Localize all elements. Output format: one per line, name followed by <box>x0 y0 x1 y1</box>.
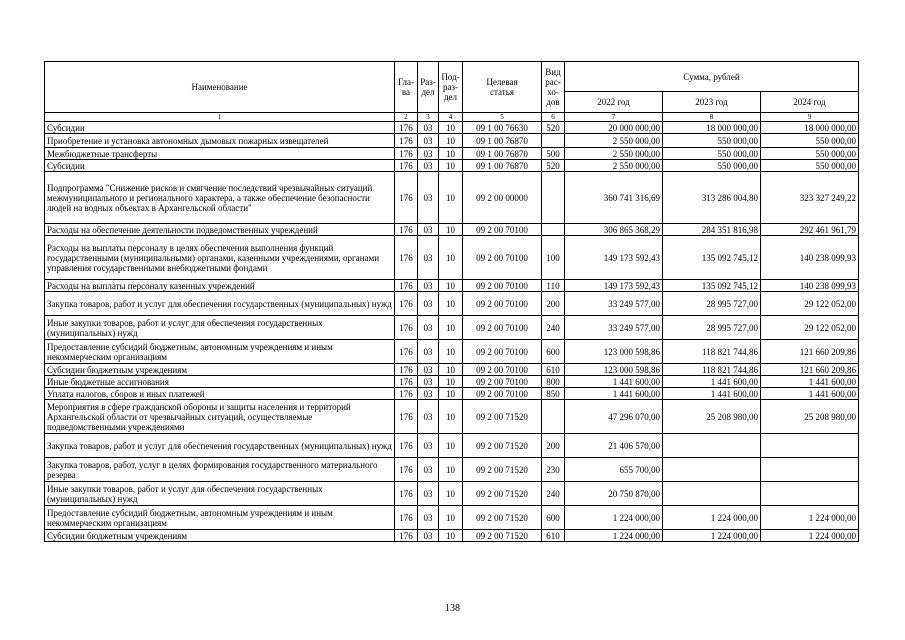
row-section: 03 <box>418 458 439 482</box>
row-sum-2023: 18 000 000,00 <box>663 122 761 134</box>
row-expense-type <box>542 400 565 434</box>
budget-table <box>44 61 859 542</box>
row-sum-2022: 2 550 000,00 <box>565 148 663 160</box>
row-target: 09 2 00 70100 <box>463 280 542 292</box>
row-sum-2022: 20 750 870,00 <box>565 482 663 506</box>
row-chapter: 176 <box>395 172 418 224</box>
row-name: Предоставление субсидий бюджетным, автономным учреждениям и иным некоммерческим организациям <box>45 506 395 530</box>
row-name: Расходы на выплаты персоналу в целях обеспечения выполнения функций государственными (муниципальными) органами, казенными учреждениями, органами управления государственными внебюджетными фондами <box>45 236 395 280</box>
row-chapter: 176 <box>395 316 418 340</box>
table-row <box>45 434 859 458</box>
row-expense-type: 200 <box>542 434 565 458</box>
row-sum-2023: 550 000,00 <box>663 160 761 172</box>
row-name: Расходы на выплаты персоналу казенных учреждений <box>45 280 395 292</box>
column-number: 8 <box>663 113 761 122</box>
row-section: 03 <box>418 134 439 148</box>
row-chapter: 176 <box>395 376 418 388</box>
table-row <box>45 148 859 160</box>
row-sum-2024 <box>761 458 859 482</box>
row-section: 03 <box>418 122 439 134</box>
column-number: 3 <box>418 113 439 122</box>
column-number: 2 <box>395 113 418 122</box>
row-expense-type: 240 <box>542 316 565 340</box>
row-target: 09 2 00 00000 <box>463 172 542 224</box>
row-target: 09 2 00 70100 <box>463 364 542 376</box>
row-sum-2023: 284 351 816,98 <box>663 224 761 236</box>
row-sum-2022: 2 550 000,00 <box>565 160 663 172</box>
page-number: 138 <box>445 603 460 614</box>
row-sum-2024: 1 441 600,00 <box>761 388 859 400</box>
header-section: Раз- дел <box>418 62 439 113</box>
row-section: 03 <box>418 160 439 172</box>
row-subsection: 10 <box>439 236 463 280</box>
row-sum-2023: 28 995 727,00 <box>663 316 761 340</box>
row-chapter: 176 <box>395 388 418 400</box>
row-sum-2024: 140 238 099,93 <box>761 280 859 292</box>
row-expense-type <box>542 224 565 236</box>
row-sum-2022: 47 296 070,00 <box>565 400 663 434</box>
row-sum-2024: 121 660 209,86 <box>761 340 859 364</box>
table-row <box>45 236 859 280</box>
row-chapter: 176 <box>395 364 418 376</box>
row-section: 03 <box>418 224 439 236</box>
row-subsection: 10 <box>439 388 463 400</box>
row-expense-type: 600 <box>542 506 565 530</box>
row-subsection: 10 <box>439 148 463 160</box>
row-name: Субсидии бюджетным учреждениям <box>45 364 395 376</box>
row-expense-type: 520 <box>542 160 565 172</box>
table-row <box>45 458 859 482</box>
row-expense-type: 610 <box>542 530 565 542</box>
row-expense-type: 800 <box>542 376 565 388</box>
row-sum-2023: 1 441 600,00 <box>663 388 761 400</box>
row-subsection: 10 <box>439 340 463 364</box>
row-sum-2023: 1 224 000,00 <box>663 506 761 530</box>
header-year-2024: 2024 год <box>761 92 859 113</box>
row-expense-type: 520 <box>542 122 565 134</box>
row-sum-2024: 18 000 000,00 <box>761 122 859 134</box>
row-name: Мероприятия в сфере гражданской обороны и защиты населения и территорий Архангельской области от чрезвычайных ситуаций, осуществляемые подведомственными учреждениями <box>45 400 395 434</box>
row-name: Предоставление субсидий бюджетным, автономным учреждениям и иным некоммерческим организациям <box>45 340 395 364</box>
row-sum-2023: 1 224 000,00 <box>663 530 761 542</box>
table-row <box>45 122 859 134</box>
header-subsection: Под- раз- дел <box>439 62 463 113</box>
row-target: 09 2 00 71520 <box>463 506 542 530</box>
row-chapter: 176 <box>395 236 418 280</box>
header-name: Наименование <box>45 62 395 113</box>
table-row <box>45 316 859 340</box>
row-sum-2022: 123 000 598,86 <box>565 364 663 376</box>
row-name: Закупка товаров, работ, услуг в целях формирования государственного материального резерва <box>45 458 395 482</box>
row-section: 03 <box>418 376 439 388</box>
header-target: Целевая статья <box>463 62 542 113</box>
row-sum-2022: 306 865 368,29 <box>565 224 663 236</box>
row-name: Расходы на обеспечение деятельности подведомственных учреждений <box>45 224 395 236</box>
row-section: 03 <box>418 364 439 376</box>
column-number: 5 <box>463 113 542 122</box>
row-section: 03 <box>418 148 439 160</box>
row-sum-2024: 550 000,00 <box>761 134 859 148</box>
row-sum-2023: 135 092 745,12 <box>663 280 761 292</box>
table-header <box>45 62 859 122</box>
row-chapter: 176 <box>395 506 418 530</box>
row-sum-2023: 25 208 980,00 <box>663 400 761 434</box>
row-expense-type <box>542 172 565 224</box>
row-name: Уплата налогов, сборов и иных платежей <box>45 388 395 400</box>
row-target: 09 1 00 76870 <box>463 148 542 160</box>
row-sum-2023: 550 000,00 <box>663 148 761 160</box>
row-expense-type: 500 <box>542 148 565 160</box>
row-subsection: 10 <box>439 376 463 388</box>
row-target: 09 2 00 71520 <box>463 458 542 482</box>
table-row <box>45 340 859 364</box>
table-row <box>45 482 859 506</box>
row-chapter: 176 <box>395 160 418 172</box>
row-sum-2023: 1 441 600,00 <box>663 376 761 388</box>
row-sum-2024: 1 441 600,00 <box>761 376 859 388</box>
row-chapter: 176 <box>395 530 418 542</box>
row-subsection: 10 <box>439 482 463 506</box>
row-section: 03 <box>418 434 439 458</box>
row-section: 03 <box>418 530 439 542</box>
row-sum-2024: 323 327 249,22 <box>761 172 859 224</box>
header-year-2023: 2023 год <box>663 92 761 113</box>
column-number: 4 <box>439 113 463 122</box>
table-body <box>45 122 859 542</box>
row-sum-2024: 140 238 099,93 <box>761 236 859 280</box>
row-target: 09 2 00 70100 <box>463 292 542 316</box>
row-section: 03 <box>418 506 439 530</box>
row-section: 03 <box>418 236 439 280</box>
row-subsection: 10 <box>439 292 463 316</box>
row-sum-2022: 1 441 600,00 <box>565 376 663 388</box>
row-target: 09 2 00 70100 <box>463 316 542 340</box>
row-subsection: 10 <box>439 224 463 236</box>
row-chapter: 176 <box>395 280 418 292</box>
row-target: 09 2 00 70100 <box>463 224 542 236</box>
row-chapter: 176 <box>395 434 418 458</box>
row-name: Закупка товаров, работ и услуг для обеспечения государственных (муниципальных) нужд <box>45 434 395 458</box>
row-sum-2022: 149 173 592,43 <box>565 280 663 292</box>
row-subsection: 10 <box>439 434 463 458</box>
header-year-2022: 2022 год <box>565 92 663 113</box>
row-expense-type: 110 <box>542 280 565 292</box>
row-sum-2022: 2 550 000,00 <box>565 134 663 148</box>
row-subsection: 10 <box>439 400 463 434</box>
row-target: 09 2 00 70100 <box>463 236 542 280</box>
table-row <box>45 376 859 388</box>
row-sum-2024: 121 660 209,86 <box>761 364 859 376</box>
row-chapter: 176 <box>395 224 418 236</box>
row-name: Субсидии <box>45 122 395 134</box>
table-row <box>45 134 859 148</box>
row-chapter: 176 <box>395 292 418 316</box>
row-sum-2022: 33 249 577,00 <box>565 292 663 316</box>
column-number: 1 <box>45 113 395 122</box>
row-subsection: 10 <box>439 280 463 292</box>
row-section: 03 <box>418 316 439 340</box>
row-sum-2024: 25 208 980,00 <box>761 400 859 434</box>
column-number: 7 <box>565 113 663 122</box>
row-chapter: 176 <box>395 482 418 506</box>
row-expense-type: 600 <box>542 340 565 364</box>
row-chapter: 176 <box>395 458 418 482</box>
row-subsection: 10 <box>439 122 463 134</box>
row-subsection: 10 <box>439 364 463 376</box>
row-subsection: 10 <box>439 530 463 542</box>
row-chapter: 176 <box>395 122 418 134</box>
column-number: 6 <box>542 113 565 122</box>
row-sum-2023: 135 092 745,12 <box>663 236 761 280</box>
row-subsection: 10 <box>439 134 463 148</box>
row-sum-2023 <box>663 434 761 458</box>
table-row <box>45 506 859 530</box>
row-sum-2023 <box>663 482 761 506</box>
row-target: 09 2 00 70100 <box>463 376 542 388</box>
row-sum-2024 <box>761 482 859 506</box>
row-target: 09 2 00 71520 <box>463 400 542 434</box>
row-name: Иные закупки товаров, работ и услуг для обеспечения государственных (муниципальных) нужд <box>45 482 395 506</box>
row-section: 03 <box>418 400 439 434</box>
row-name: Подпрограмма "Снижение рисков и смягчение последствий чрезвычайных ситуаций межмуниципального и регионального характера, а также обеспечение безопасности людей на водных объектах в Архангельской области" <box>45 172 395 224</box>
row-sum-2022: 655 700,00 <box>565 458 663 482</box>
row-section: 03 <box>418 280 439 292</box>
row-sum-2023: 28 995 727,00 <box>663 292 761 316</box>
row-expense-type: 240 <box>542 482 565 506</box>
row-expense-type: 100 <box>542 236 565 280</box>
table-row <box>45 400 859 434</box>
table-row <box>45 160 859 172</box>
row-expense-type: 850 <box>542 388 565 400</box>
row-sum-2022: 360 741 316,69 <box>565 172 663 224</box>
row-sum-2022: 20 000 000,00 <box>565 122 663 134</box>
row-sum-2022: 1 224 000,00 <box>565 506 663 530</box>
row-subsection: 10 <box>439 160 463 172</box>
row-subsection: 10 <box>439 172 463 224</box>
row-target: 09 2 00 71520 <box>463 434 542 458</box>
row-chapter: 176 <box>395 340 418 364</box>
row-target: 09 1 00 76870 <box>463 160 542 172</box>
table-row <box>45 292 859 316</box>
row-target: 09 1 00 76870 <box>463 134 542 148</box>
row-sum-2024: 1 224 000,00 <box>761 530 859 542</box>
table-row <box>45 224 859 236</box>
row-chapter: 176 <box>395 134 418 148</box>
row-chapter: 176 <box>395 148 418 160</box>
row-sum-2022: 1 441 600,00 <box>565 388 663 400</box>
row-name: Закупка товаров, работ и услуг для обеспечения государственных (муниципальных) нужд <box>45 292 395 316</box>
row-expense-type: 200 <box>542 292 565 316</box>
row-name: Субсидии <box>45 160 395 172</box>
column-number: 9 <box>761 113 859 122</box>
table-row <box>45 280 859 292</box>
row-sum-2024: 550 000,00 <box>761 160 859 172</box>
row-name: Межбюджетные трансферты <box>45 148 395 160</box>
row-sum-2023: 118 821 744,86 <box>663 340 761 364</box>
row-name: Субсидии бюджетным учреждениям <box>45 530 395 542</box>
row-sum-2022: 33 249 577,00 <box>565 316 663 340</box>
row-sum-2023: 550 000,00 <box>663 134 761 148</box>
column-numbers-row <box>45 113 859 122</box>
row-section: 03 <box>418 482 439 506</box>
row-sum-2022: 149 173 592,43 <box>565 236 663 280</box>
row-sum-2022: 21 406 570,00 <box>565 434 663 458</box>
row-section: 03 <box>418 172 439 224</box>
table-row <box>45 172 859 224</box>
row-sum-2023: 118 821 744,86 <box>663 364 761 376</box>
row-subsection: 10 <box>439 458 463 482</box>
row-name: Иные закупки товаров, работ и услуг для обеспечения государственных (муниципальных) нужд <box>45 316 395 340</box>
row-expense-type <box>542 134 565 148</box>
row-target: 09 2 00 71520 <box>463 482 542 506</box>
row-sum-2024: 29 122 052,00 <box>761 292 859 316</box>
row-sum-2022: 1 224 000,00 <box>565 530 663 542</box>
row-target: 09 2 00 70100 <box>463 388 542 400</box>
table-row <box>45 364 859 376</box>
row-subsection: 10 <box>439 316 463 340</box>
table-row <box>45 530 859 542</box>
row-expense-type: 230 <box>542 458 565 482</box>
row-sum-2024: 550 000,00 <box>761 148 859 160</box>
row-sum-2024: 1 224 000,00 <box>761 506 859 530</box>
row-section: 03 <box>418 340 439 364</box>
row-sum-2023: 313 286 004,80 <box>663 172 761 224</box>
row-name: Иные бюджетные ассигнования <box>45 376 395 388</box>
row-target: 09 2 00 71520 <box>463 530 542 542</box>
header-expense-type: Вид рас- хо- дов <box>542 62 565 113</box>
row-chapter: 176 <box>395 400 418 434</box>
row-name: Приобретение и установка автономных дымовых пожарных извещателей <box>45 134 395 148</box>
header-chapter: Гла- ва <box>395 62 418 113</box>
row-target: 09 1 00 76630 <box>463 122 542 134</box>
header-sum: Сумма, рублей <box>565 62 859 92</box>
row-expense-type: 610 <box>542 364 565 376</box>
row-sum-2024: 29 122 052,00 <box>761 316 859 340</box>
row-section: 03 <box>418 388 439 400</box>
row-sum-2024: 292 461 961,79 <box>761 224 859 236</box>
row-section: 03 <box>418 292 439 316</box>
row-sum-2024 <box>761 434 859 458</box>
row-sum-2022: 123 000 598,86 <box>565 340 663 364</box>
table-row <box>45 388 859 400</box>
row-sum-2023 <box>663 458 761 482</box>
row-subsection: 10 <box>439 506 463 530</box>
row-target: 09 2 00 70100 <box>463 340 542 364</box>
